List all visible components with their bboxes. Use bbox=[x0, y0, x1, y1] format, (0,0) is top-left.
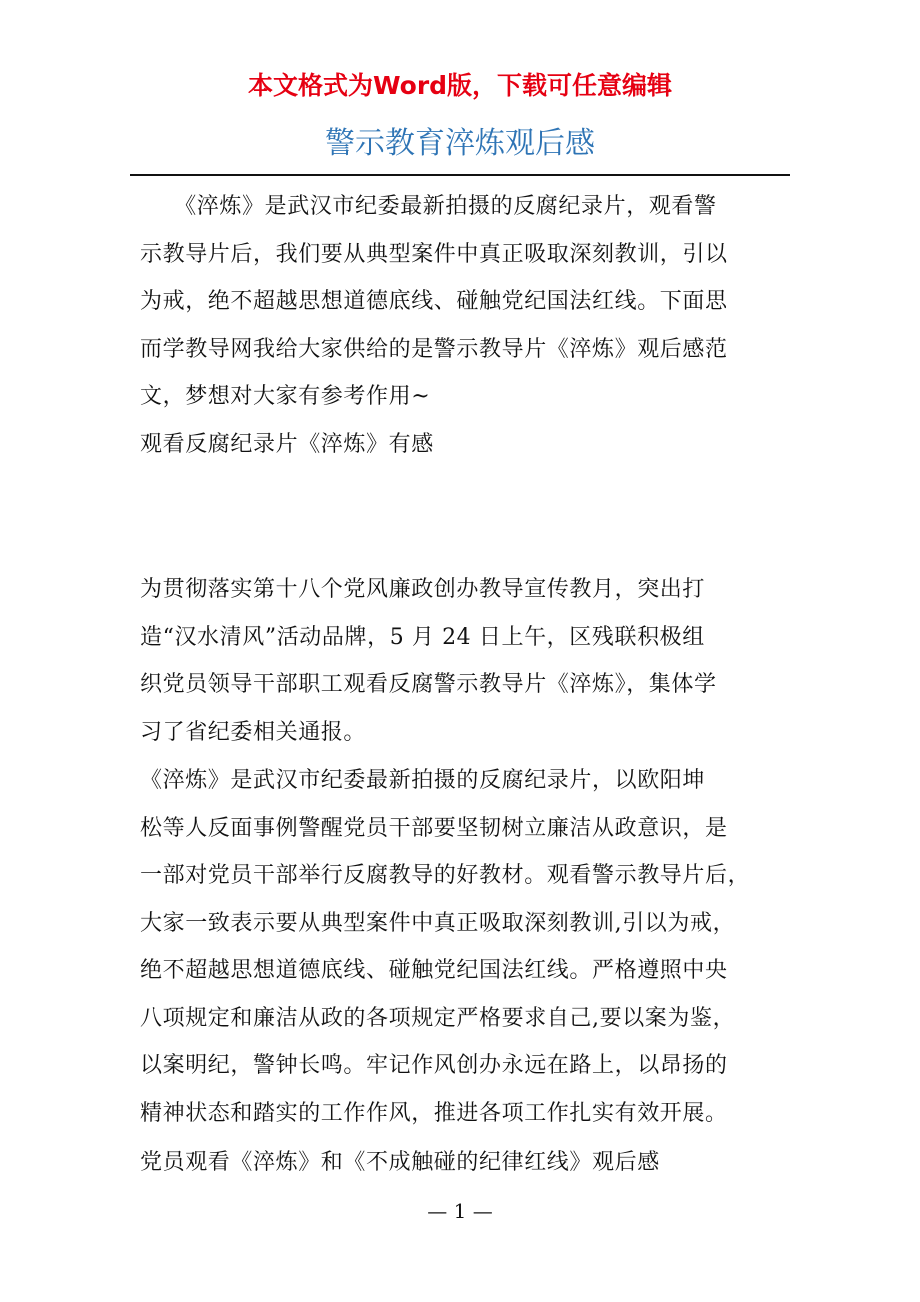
text-line: 为贯彻落实第十八个党风廉政创办教导宣传教月，突出打 bbox=[140, 577, 706, 602]
text-line: 一部对党员干部举行反腐教导的好教材。观看警示教导片后， bbox=[140, 863, 751, 888]
body-paragraph bbox=[140, 566, 790, 756]
text-line: 织党员领导干部职工观看反腐警示教导片《淬炼》，集体学 bbox=[140, 672, 717, 697]
text-line: 示教导片后，我们要从典型案件中真正吸取深刻教训，引以 bbox=[140, 241, 728, 267]
text-line: 绝不超越思想道德底线、碰触党纪国法红线。严格遵照中央 bbox=[140, 958, 728, 983]
text-line: 以案明纪，警钟长鸣。牢记作风创办永远在路上，以昂扬的 bbox=[140, 1053, 728, 1078]
section-heading: 党员观看《淬炼》和《不成触碰的纪律红线》观后感 bbox=[140, 1150, 660, 1175]
text-line: 松等人反面事例警醒党员干部要坚韧树立廉洁从政意识，是 bbox=[140, 815, 728, 841]
text-line: 为戒，绝不超越思想道德底线、碰触党纪国法红线。下面思 bbox=[140, 289, 728, 314]
text-line: 造“汉水清风”活动品牌，5 月 24 日上午，区残联积极组 bbox=[140, 624, 705, 650]
text-line: 文，梦想对大家有参考作用~ bbox=[140, 384, 431, 409]
text-line: 《淬炼》是武汉市纪委最新拍摄的反腐纪录片，以欧阳坤 bbox=[140, 768, 706, 793]
text-line: 八项规定和廉洁从政的各项规定严格要求自己,要以案为鉴， bbox=[140, 1005, 736, 1031]
text-line: 习了省纪委相关通报。 bbox=[140, 719, 367, 745]
text-line: 《淬炼》是武汉市纪委最新拍摄的反腐纪录片，观看警 bbox=[140, 194, 717, 219]
intro-paragraph bbox=[140, 183, 790, 421]
document-title: 警示教育淬炼观后感 bbox=[325, 126, 595, 161]
text-line: 而学教导网我给大家供给的是警示教导片《淬炼》观后感范 bbox=[140, 336, 728, 362]
title-divider bbox=[130, 174, 790, 176]
text-line: 大家一致表示要从典型案件中真正吸取深刻教训,引以为戒， bbox=[140, 910, 736, 936]
section-heading: 观看反腐纪录片《淬炼》有感 bbox=[140, 432, 434, 457]
page-number: — 1 — bbox=[427, 1199, 493, 1223]
format-notice-banner: 本文格式为Word版，下载可任意编辑 bbox=[247, 71, 673, 100]
body-paragraph bbox=[140, 757, 790, 1137]
text-line: 精神状态和踏实的工作作风，推进各项工作扎实有效开展。 bbox=[140, 1100, 728, 1126]
